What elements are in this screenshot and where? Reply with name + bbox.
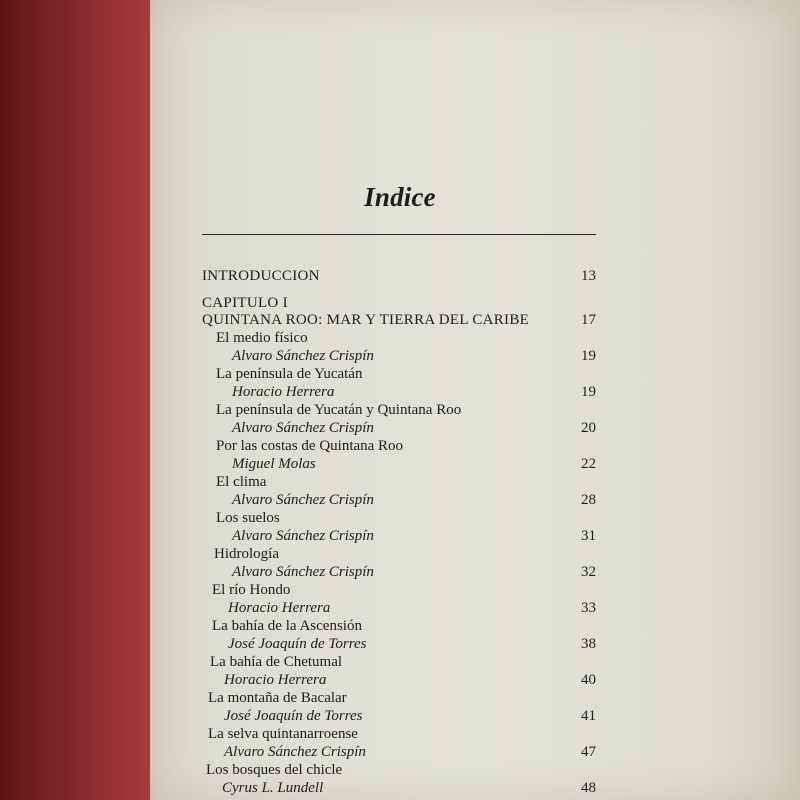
toc-entry: [202, 346, 596, 366]
toc-title: La montaña de Bacalar: [208, 690, 347, 706]
toc-page-number: 38: [581, 636, 596, 652]
toc-entry: [202, 652, 596, 672]
toc-entry: [202, 742, 596, 762]
toc-author: Horacio Herrera: [224, 672, 327, 688]
toc-entry: [202, 382, 596, 402]
toc-author: Horacio Herrera: [228, 600, 331, 616]
toc-page-number: 28: [581, 492, 596, 508]
toc-title: Los suelos: [216, 510, 280, 526]
toc-page-number: 32: [581, 564, 596, 580]
toc-page-number: 31: [581, 528, 596, 544]
toc-author: José Joaquín de Torres: [224, 708, 363, 724]
toc-title: El río Hondo: [212, 582, 291, 598]
toc-entry: [202, 490, 596, 510]
toc-entry: [202, 580, 596, 600]
toc-entry: [202, 400, 596, 420]
toc-entry: [202, 266, 596, 286]
title-rule: [202, 234, 596, 235]
toc-entry: [202, 562, 596, 582]
toc-page-number: 17: [581, 312, 596, 328]
toc-page-number: 19: [581, 348, 596, 364]
toc-title: Hidrología: [214, 546, 279, 562]
toc-title: La península de Yucatán y Quintana Roo: [216, 402, 462, 418]
toc-page-number: 20: [581, 420, 596, 436]
toc-author: Alvaro Sánchez Crispín: [232, 528, 374, 544]
toc-page-number: 22: [581, 456, 596, 472]
toc-entry: [202, 364, 596, 384]
toc-entry: [202, 688, 596, 708]
book-spine-edge: [0, 0, 150, 800]
toc-entry: [202, 616, 596, 636]
toc-entry: [202, 760, 596, 780]
toc-title: El clima: [216, 474, 267, 490]
toc-page-number: 41: [581, 708, 596, 724]
toc-entry: [202, 670, 596, 690]
toc-entry: [202, 328, 596, 348]
toc-title: Por las costas de Quintana Roo: [216, 438, 404, 454]
toc-page-number: 19: [581, 384, 596, 400]
toc-entry: [202, 544, 596, 564]
toc-entry: [202, 706, 596, 726]
toc-page-number: 47: [581, 744, 596, 760]
toc-page-number: 13: [581, 268, 596, 284]
toc-title: La selva quintanarroense: [208, 726, 358, 742]
toc-title: La bahía de Chetumal: [210, 654, 343, 670]
toc-author: José Joaquín de Torres: [228, 636, 367, 652]
toc-author: Miguel Molas: [232, 456, 316, 472]
toc-entry: [202, 778, 596, 798]
toc-author: Alvaro Sánchez Crispín: [232, 420, 374, 436]
toc-author: Alvaro Sánchez Crispín: [232, 492, 374, 508]
toc-title: El medio físico: [216, 330, 308, 346]
toc-author: Alvaro Sánchez Crispín: [224, 744, 366, 760]
toc-title: La península de Yucatán: [216, 366, 363, 382]
toc-entry: [202, 310, 596, 330]
toc-entry: [202, 598, 596, 618]
toc-page-number: 40: [581, 672, 596, 688]
toc-entry: [202, 724, 596, 744]
toc-entry: [202, 436, 596, 456]
toc-entry: [202, 526, 596, 546]
toc-title: La bahía de la Ascensión: [212, 618, 362, 634]
toc-author: Alvaro Sánchez Crispín: [232, 348, 374, 364]
toc-entry: [202, 634, 596, 654]
toc-entry: [202, 454, 596, 474]
toc-title: CAPITULO I: [202, 295, 288, 311]
toc-page-number: 33: [581, 600, 596, 616]
toc-entry: [202, 418, 596, 438]
toc-title: Los bosques del chicle: [206, 762, 343, 778]
toc-title: INTRODUCCION: [202, 268, 320, 284]
toc-author: Alvaro Sánchez Crispín: [232, 564, 374, 580]
toc-author: Horacio Herrera: [232, 384, 335, 400]
toc-title: QUINTANA ROO: MAR Y TIERRA DEL CARIBE: [202, 312, 530, 328]
toc-page-number: 48: [581, 780, 596, 796]
toc-author: Cyrus L. Lundell: [222, 780, 324, 796]
page-title: Indice: [364, 182, 436, 212]
toc-entry: [202, 472, 596, 492]
toc-entry: [202, 508, 596, 528]
